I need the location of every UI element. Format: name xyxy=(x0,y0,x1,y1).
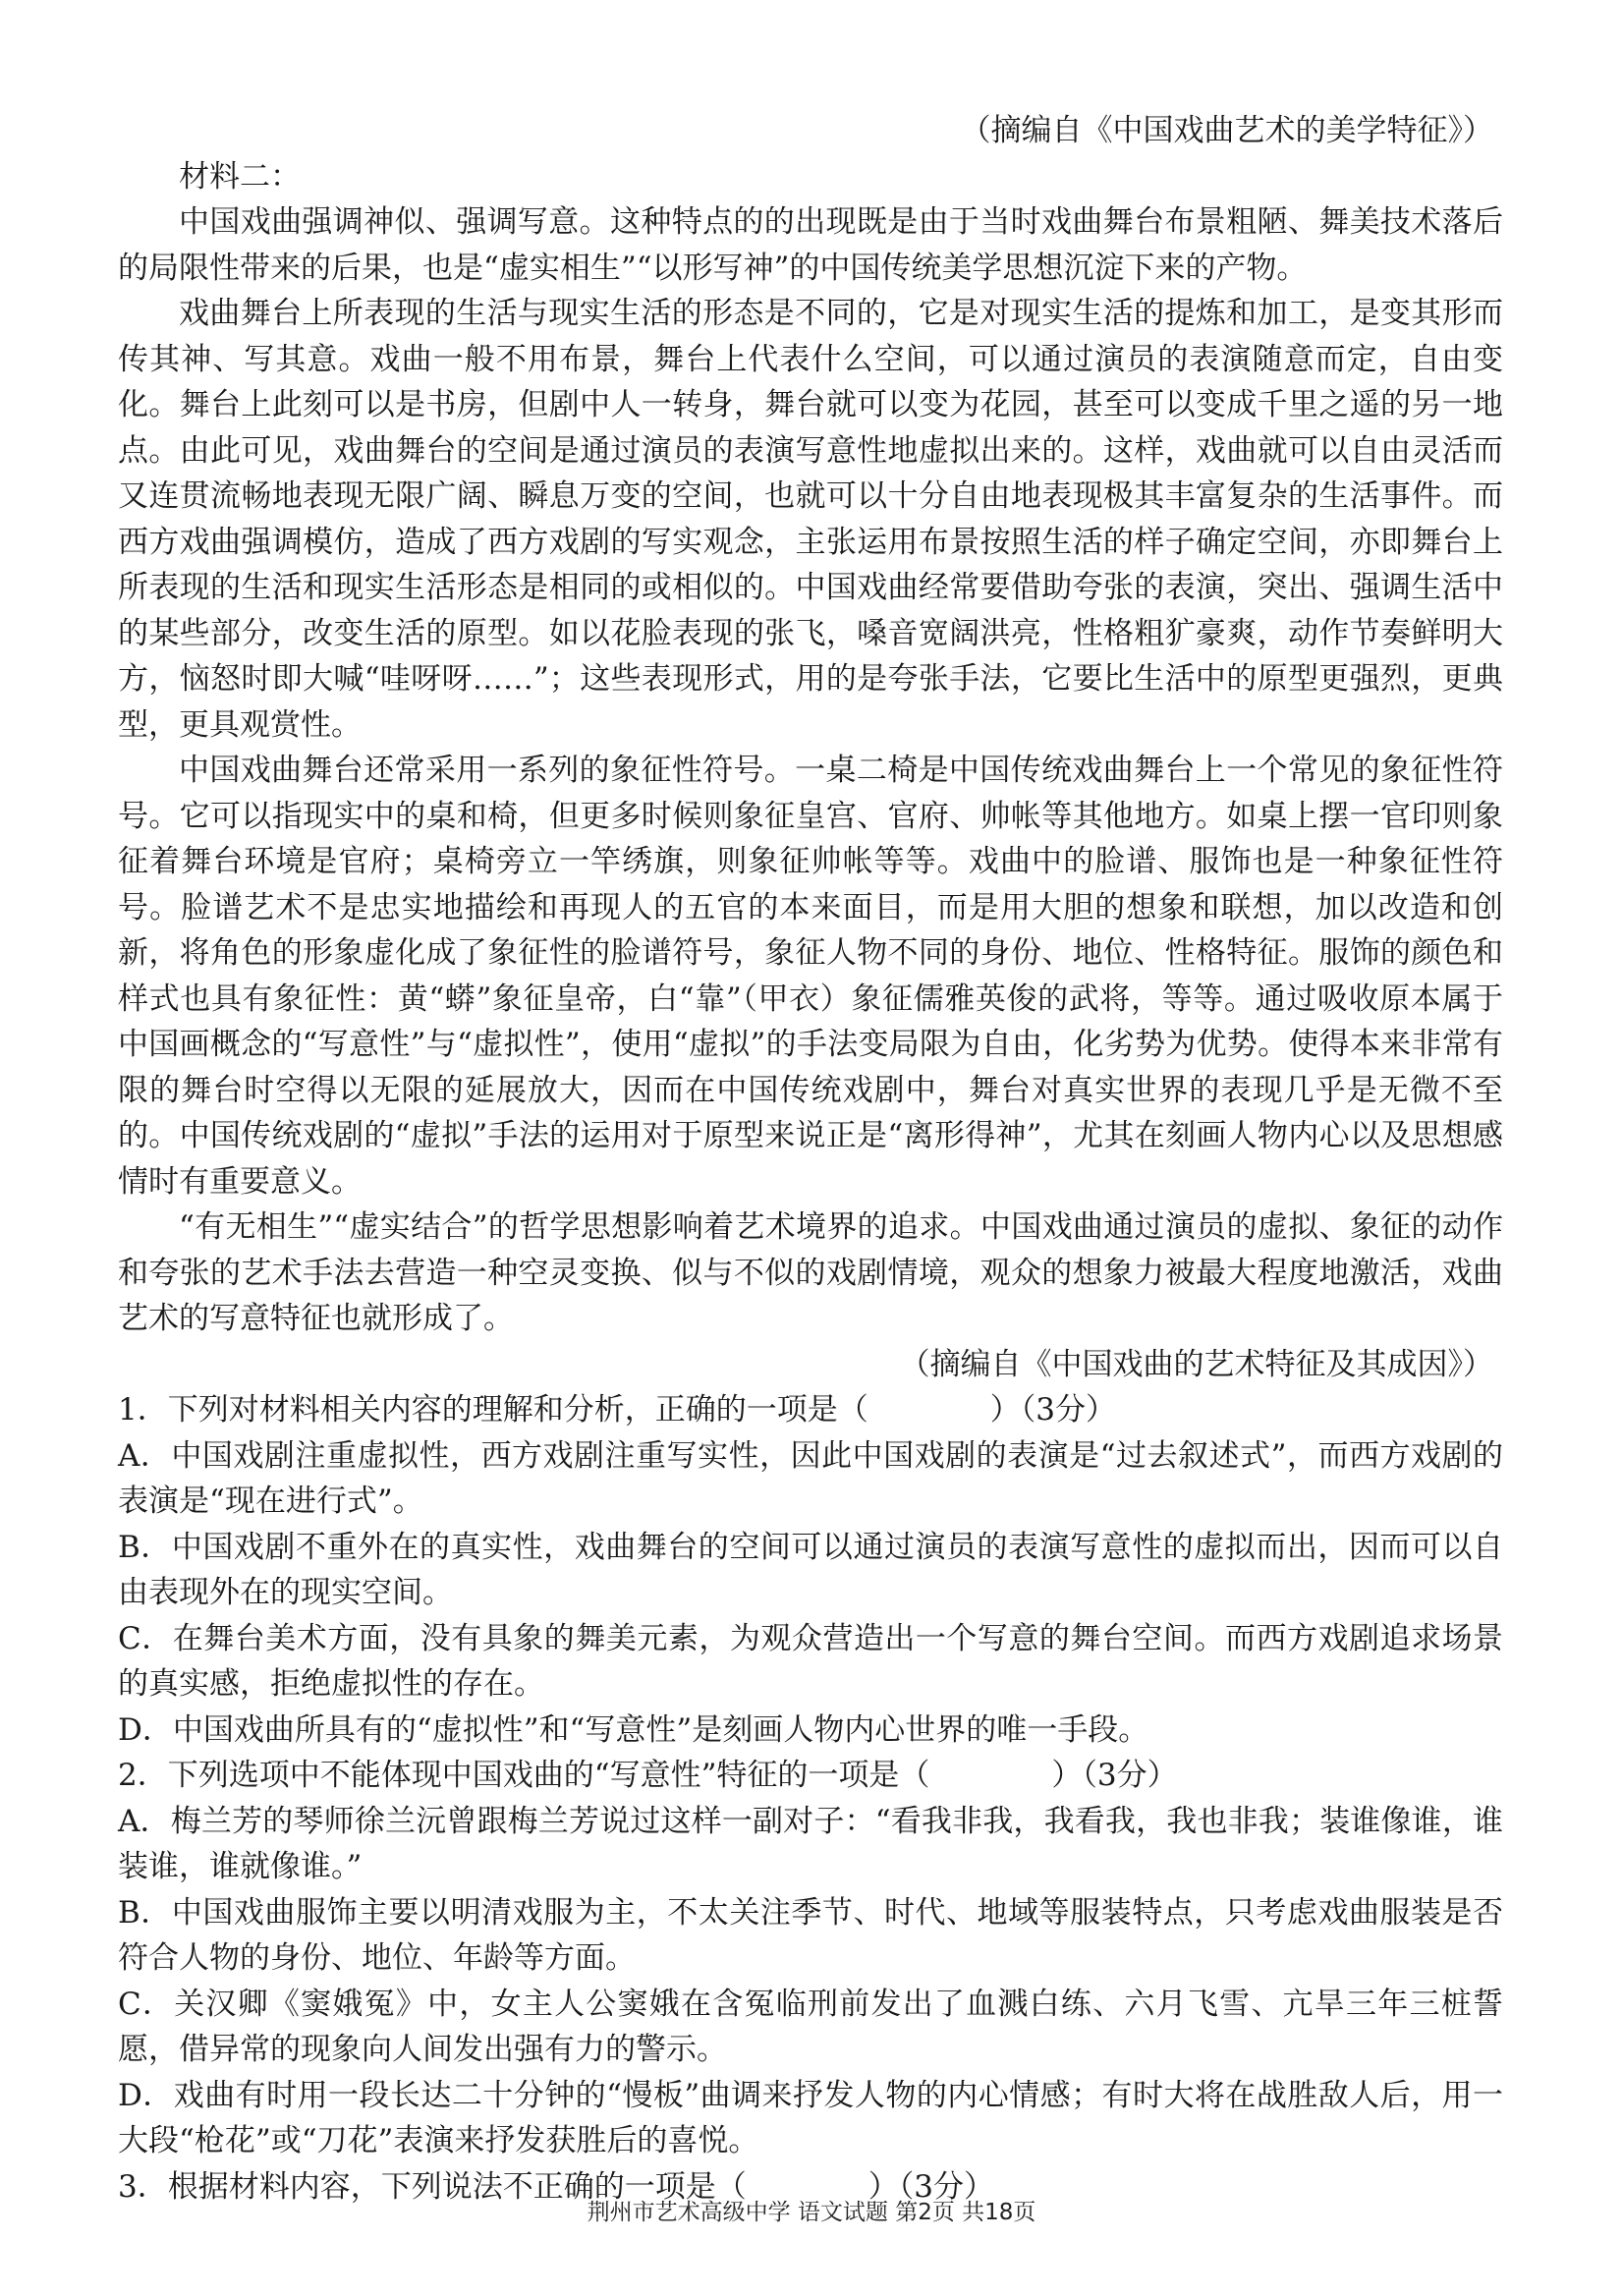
question-2-option-c: C．关汉卿《窦娥冤》中，女主人公窦娥在含冤临刑前发出了血溅白练、六月飞雪、亢旱三年三桩誓愿，借异常的现象向人间发出强有力的警示。 xyxy=(118,1986,1503,2067)
question-1-option-c: C．在舞台美术方面，没有具象的舞美元素，为观众营造出一个写意的舞台空间。而西方戏剧追求场景的真实感，拒绝虚拟性的存在。 xyxy=(118,1620,1503,1702)
question-1-stem: 1．下列对材料相关内容的理解和分析，正确的一项是（ ）（3分） xyxy=(118,1392,1116,1428)
page-footer: 荆州市艺术高级中学 语文试题 第2页 共18页 xyxy=(587,2200,1036,2225)
material-2-heading: 材料二： xyxy=(179,158,301,195)
question-2-option-a: A．梅兰芳的琴师徐兰沅曾跟梅兰芳说过这样一副对子：“看我非我，我看我，我也非我；装谁像谁，谁装谁，谁就像谁。” xyxy=(118,1803,1503,1884)
question-1-option-a: A．中国戏剧注重虚拟性，西方戏剧注重写实性，因此中国戏剧的表演是“过去叙述式”，而西方戏剧的表演是“现在进行式”。 xyxy=(118,1437,1503,1519)
question-2-option-d: D．戏曲有时用一段长达二十分钟的“慢板”曲调来抒发人物的内心情感；有时大将在战胜敌人后，用一大段“枪花”或“刀花”表演来抒发获胜后的喜悦。 xyxy=(118,2077,1503,2158)
source-citation-1: （摘编自《中国戏曲艺术的美学特征》） xyxy=(960,113,1493,148)
material-2-paragraph: 中国戏曲舞台还常采用一系列的象征性符号。一桌二椅是中国传统戏曲舞台上一个常见的象征性符号。它可以指现实中的桌和椅，但更多时候则象征皇宫、官府、帅帐等其他地方。如桌上摆一官印则象征着舞台环境是官府；桌椅旁立一竿绣旗，则象征帅帐等等。戏曲中的脸谱、服饰也是一种象征性符号。脸谱艺术不是忠实地描绘和再现人的五官的本来面目，而是用大胆的想象和联想，加以改造和创新，将角色的形象虚化成了象征性的脸谱符号，象征人物不同的身份、地位、性格特征。服饰的颜色和样式也具有象征性：黄“蟒”象征皇帝，白“靠”（甲衣）象征儒雅英俊的武将，等等。通过吸收原本属于中国画概念的“写意性”与“虚拟性”，使用“虚拟”的手法变局限为自由，化劣势为优势。使得本来非常有限的舞台时空得以无限的延展放大，因而在中国传统戏剧中，舞台对真实世界的表现几乎是无微不至的。中国传统戏剧的“虚拟”手法的运用对于原型来说正是“离形得神”，尤其在刻画人物内心以及思想感情时有重要意义。 xyxy=(118,753,1503,1200)
page-content xyxy=(118,108,1503,2210)
material-2-paragraph: 中国戏曲强调神似、强调写意。这种特点的的出现既是由于当时戏曲舞台布景粗陋、舞美技术落后的局限性带来的后果，也是“虚实相生”“以形写神”的中国传统美学思想沉淀下来的产物。 xyxy=(118,204,1503,286)
source-citation-2: （摘编自《中国戏曲的艺术特征及其成因》） xyxy=(899,1346,1493,1382)
question-1-option-b: B．中国戏剧不重外在的真实性，戏曲舞台的空间可以通过演员的表演写意性的虚拟而出，因而可以自由表现外在的现实空间。 xyxy=(118,1529,1503,1610)
material-2-paragraph: 戏曲舞台上所表现的生活与现实生活的形态是不同的，它是对现实生活的提炼和加工，是变其形而传其神、写其意。戏曲一般不用布景，舞台上代表什么空间，可以通过演员的表演随意而定，自由变化。舞台上此刻可以是书房，但剧中人一转身，舞台就可以变为花园，甚至可以变成千里之遥的另一地点。由此可见，戏曲舞台的空间是通过演员的表演写意性地虚拟出来的。这样，戏曲就可以自由灵活而又连贯流畅地表现无限广阔、瞬息万变的空间，也就可以十分自由地表现极其丰富复杂的生活事件。而西方戏曲强调模仿，造成了西方戏剧的写实观念，主张运用布景按照生活的样子确定空间，亦即舞台上所表现的生活和现实生活形态是相同的或相似的。中国戏曲经常要借助夸张的表演，突出、强调生活中的某些部分，改变生活的原型。如以花脸表现的张飞，嗓音宽阔洪亮，性格粗犷豪爽，动作节奏鲜明大方，恼怒时即大喊“哇呀呀……”；这些表现形式，用的是夸张手法，它要比生活中的原型更强烈，更典型，更具观赏性。 xyxy=(118,296,1503,743)
question-1-option-d: D．中国戏曲所具有的“虚拟性”和“写意性”是刻画人物内心世界的唯一手段。 xyxy=(118,1711,1149,1748)
question-3-stem: 3．根据材料内容，下列说法不正确的一项是（ ）（3分） xyxy=(118,2168,994,2205)
question-2-stem: 2．下列选项中不能体现中国戏曲的“写意性”特征的一项是（ ）（3分） xyxy=(118,1758,1178,1793)
material-2-paragraph: “有无相生”“虚实结合”的哲学思想影响着艺术境界的追求。中国戏曲通过演员的虚拟、象征的动作和夸张的艺术手法去营造一种空灵变换、似与不似的戏剧情境，观众的想象力被最大程度地激活，戏曲艺术的写意特征也就形成了。 xyxy=(118,1209,1503,1336)
question-2-option-b: B．中国戏曲服饰主要以明清戏服为主，不太关注季节、时代、地域等服装特点，只考虑戏曲服装是否符合人物的身份、地位、年龄等方面。 xyxy=(118,1894,1503,1976)
